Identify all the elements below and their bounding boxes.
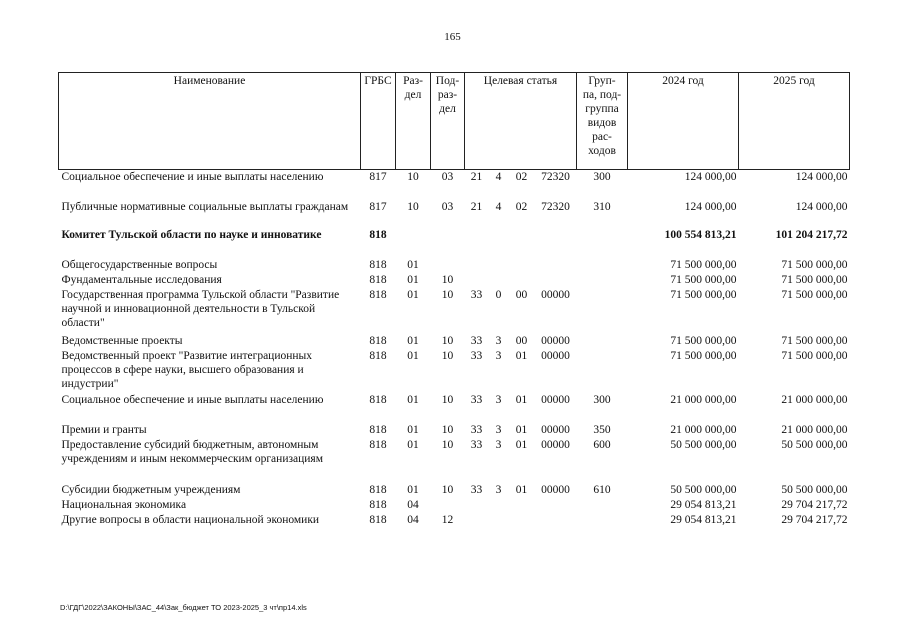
row-amount-2024: 71 500 000,00 [670, 273, 737, 286]
row-expense-type: 310 [593, 200, 611, 213]
row-amount-2024: 124 000,00 [684, 200, 737, 213]
row-expense-type [577, 228, 628, 258]
row-target-subprogram: 02 [515, 200, 528, 213]
row-name: Общегосударственные вопросы [61, 258, 218, 271]
row-target-program [465, 498, 489, 513]
table-row [59, 513, 850, 528]
row-razdel: 01 [407, 288, 419, 301]
row-target-type: 3 [495, 349, 502, 362]
row-amount-2025: 50 500 000,00 [781, 438, 848, 451]
header-2025: 2025 год [739, 73, 850, 170]
row-grbs: 818 [369, 258, 387, 271]
budget-table [58, 72, 850, 528]
row-target-subprogram [509, 273, 535, 288]
row-grbs: 818 [369, 393, 387, 406]
row-name: Фундаментальные исследования [61, 273, 222, 286]
row-amount-2024: 50 500 000,00 [670, 483, 737, 496]
row-target-subprogram: 01 [515, 349, 528, 362]
row-amount-2025: 71 500 000,00 [781, 273, 848, 286]
row-target-subprogram: 02 [515, 171, 528, 183]
row-target-type: 3 [495, 334, 502, 347]
header-vid: Груп- па, под- группа видов рас- ходов [577, 73, 628, 170]
row-razdel: 01 [407, 393, 419, 406]
row-grbs: 818 [369, 438, 387, 451]
row-amount-2024: 124 000,00 [684, 171, 737, 183]
row-amount-2024: 29 054 813,21 [670, 513, 737, 526]
row-podrazdel [431, 258, 465, 273]
row-expense-type: 300 [593, 171, 611, 183]
row-podrazdel [431, 228, 465, 258]
row-amount-2024: 21 000 000,00 [670, 393, 737, 406]
row-podrazdel: 10 [441, 483, 454, 496]
row-target-subprogram [509, 258, 535, 273]
row-target-subprogram: 01 [515, 393, 528, 406]
header-2024: 2024 год [628, 73, 739, 170]
row-grbs: 817 [369, 171, 387, 183]
row-expense-type [577, 258, 628, 273]
row-target-type: 4 [495, 200, 502, 213]
row-amount-2024: 21 000 000,00 [670, 423, 737, 436]
row-razdel: 01 [407, 438, 419, 451]
row-target-type: 3 [495, 483, 502, 496]
table-row [59, 393, 850, 423]
header-podrazdel: Под- раз- дел [431, 73, 465, 170]
row-amount-2025: 71 500 000,00 [781, 288, 848, 301]
row-target-program [465, 228, 489, 258]
row-amount-2025: 71 500 000,00 [781, 349, 848, 362]
row-podrazdel [431, 498, 465, 513]
row-target-program [465, 513, 489, 528]
table-row [59, 170, 850, 200]
row-grbs: 818 [369, 349, 387, 362]
row-amount-2025: 29 704 217,72 [781, 498, 848, 511]
row-target-type [489, 258, 509, 273]
file-path-footer: D:\ГДГ\2022\ЗАКОНЫ\ЗАС_44\Зак_бюджет ТО 2023-2025_3 чт\пр14.xls [60, 603, 307, 612]
row-grbs: 818 [369, 334, 387, 347]
row-target-subprogram: 01 [515, 438, 528, 451]
row-target-type [489, 513, 509, 528]
row-expense-type [577, 273, 628, 288]
row-razdel: 10 [407, 171, 419, 183]
row-target-type: 3 [495, 438, 502, 451]
row-target-subprogram [509, 498, 535, 513]
row-target-direction [535, 498, 577, 513]
header-target: Целевая статья [465, 73, 577, 170]
row-target-direction [535, 258, 577, 273]
row-amount-2024: 100 554 813,21 [664, 228, 737, 241]
row-razdel: 01 [407, 349, 419, 362]
row-amount-2025: 71 500 000,00 [781, 334, 848, 347]
row-grbs: 818 [369, 273, 387, 286]
row-target-type: 3 [495, 393, 502, 406]
row-expense-type [577, 498, 628, 513]
row-razdel: 01 [407, 258, 419, 271]
row-target-subprogram: 01 [515, 423, 528, 436]
row-amount-2024: 71 500 000,00 [670, 349, 737, 362]
row-target-direction: 00000 [541, 334, 570, 347]
row-target-program: 21 [470, 171, 483, 183]
row-name: Социальное обеспечение и иные выплаты населению [61, 171, 324, 183]
row-target-program: 33 [470, 393, 483, 406]
table-row [59, 258, 850, 273]
row-podrazdel: 10 [441, 349, 454, 362]
row-amount-2024: 29 054 813,21 [670, 498, 737, 511]
row-podrazdel: 10 [441, 288, 454, 301]
row-target-type: 4 [495, 171, 502, 183]
table-row [59, 334, 850, 349]
row-grbs: 818 [369, 498, 387, 511]
row-expense-type [577, 334, 628, 349]
row-expense-type: 350 [593, 423, 611, 436]
header-name: Наименование [59, 73, 361, 170]
row-grbs: 818 [369, 288, 387, 301]
table-row [59, 438, 850, 483]
row-razdel: 01 [407, 334, 419, 347]
row-razdel: 04 [407, 513, 419, 526]
row-podrazdel: 10 [441, 438, 454, 451]
row-amount-2024: 71 500 000,00 [670, 334, 737, 347]
row-target-direction: 72320 [541, 171, 570, 183]
header-grbs: ГРБС [361, 73, 396, 170]
row-target-subprogram: 01 [515, 483, 528, 496]
row-grbs: 818 [369, 483, 387, 496]
row-expense-type [577, 349, 628, 393]
row-target-direction [535, 273, 577, 288]
row-target-subprogram: 00 [515, 334, 528, 347]
table-row [59, 349, 850, 393]
row-target-program [465, 258, 489, 273]
row-name: Премии и гранты [61, 423, 147, 436]
table-row [59, 423, 850, 438]
row-podrazdel: 03 [441, 200, 454, 213]
table-row [59, 228, 850, 258]
row-razdel: 01 [407, 273, 419, 286]
row-amount-2025: 71 500 000,00 [781, 258, 848, 271]
row-target-type: 0 [495, 288, 502, 301]
table-row [59, 273, 850, 288]
row-target-program: 33 [470, 288, 483, 301]
row-target-program: 21 [470, 200, 483, 213]
row-amount-2025: 124 000,00 [795, 200, 848, 213]
table-row [59, 288, 850, 334]
row-podrazdel: 10 [441, 423, 454, 436]
row-amount-2024: 71 500 000,00 [670, 288, 737, 301]
row-expense-type: 300 [593, 393, 611, 406]
row-amount-2025: 21 000 000,00 [781, 393, 848, 406]
row-podrazdel: 03 [441, 171, 454, 183]
row-target-subprogram [509, 228, 535, 258]
row-target-type [489, 273, 509, 288]
row-target-type [489, 498, 509, 513]
row-target-program [465, 273, 489, 288]
row-name: Комитет Тульской области по науке и инноватике [61, 228, 322, 241]
row-target-direction: 00000 [541, 483, 570, 496]
row-target-type [489, 228, 509, 258]
row-name: Другие вопросы в области национальной экономики [61, 513, 320, 526]
row-grbs: 818 [369, 513, 387, 526]
row-name: Субсидии бюджетным учреждениям [61, 483, 241, 496]
row-target-program: 33 [470, 438, 483, 451]
row-target-direction: 00000 [541, 393, 570, 406]
row-amount-2025: 21 000 000,00 [781, 423, 848, 436]
row-grbs: 818 [369, 228, 387, 241]
row-expense-type: 610 [593, 483, 611, 496]
row-target-direction: 00000 [541, 423, 570, 436]
table-row [59, 498, 850, 513]
row-amount-2024: 50 500 000,00 [670, 438, 737, 451]
row-razdel [396, 228, 431, 258]
table-row [59, 200, 850, 228]
row-podrazdel: 10 [441, 334, 454, 347]
row-target-subprogram [509, 513, 535, 528]
row-target-subprogram: 00 [515, 288, 528, 301]
row-name: Государственная программа Тульской области "Развитие научной и инновационной деятельности в Тульской области" [61, 288, 340, 329]
row-razdel: 10 [407, 200, 419, 213]
row-name: Предоставление субсидий бюджетным, автономным учреждениям и иным некоммерческим организациям [61, 438, 323, 465]
row-podrazdel: 12 [441, 513, 454, 526]
row-amount-2024: 71 500 000,00 [670, 258, 737, 271]
header-razdel: Раз- дел [396, 73, 431, 170]
row-podrazdel: 10 [441, 273, 454, 286]
row-razdel: 01 [407, 423, 419, 436]
row-expense-type [577, 288, 628, 334]
row-name: Национальная экономика [61, 498, 187, 511]
row-expense-type: 600 [593, 438, 611, 451]
row-amount-2025: 101 204 217,72 [775, 228, 848, 241]
row-name: Ведомственный проект "Развитие интеграционных процессов в сфере науки, высшего образования и индустрии" [61, 349, 313, 390]
row-target-direction: 00000 [541, 349, 570, 362]
row-grbs: 818 [369, 423, 387, 436]
row-target-direction: 72320 [541, 200, 570, 213]
row-target-program: 33 [470, 423, 483, 436]
row-razdel: 04 [407, 498, 419, 511]
row-amount-2025: 50 500 000,00 [781, 483, 848, 496]
row-podrazdel: 10 [441, 393, 454, 406]
row-target-program: 33 [470, 483, 483, 496]
row-target-type: 3 [495, 423, 502, 436]
row-name: Социальное обеспечение и иные выплаты населению [61, 393, 324, 406]
row-razdel: 01 [407, 483, 419, 496]
row-target-program: 33 [470, 334, 483, 347]
page-number: 165 [444, 31, 461, 43]
row-target-direction [535, 228, 577, 258]
row-name: Ведомственные проекты [61, 334, 183, 347]
row-amount-2025: 29 704 217,72 [781, 513, 848, 526]
row-amount-2025: 124 000,00 [795, 171, 848, 183]
row-name: Публичные нормативные социальные выплаты гражданам [61, 200, 349, 213]
row-target-direction: 00000 [541, 288, 570, 301]
row-target-program: 33 [470, 349, 483, 362]
row-target-direction: 00000 [541, 438, 570, 451]
row-target-direction [535, 513, 577, 528]
row-expense-type [577, 513, 628, 528]
table-row [59, 483, 850, 498]
row-grbs: 817 [369, 200, 387, 213]
